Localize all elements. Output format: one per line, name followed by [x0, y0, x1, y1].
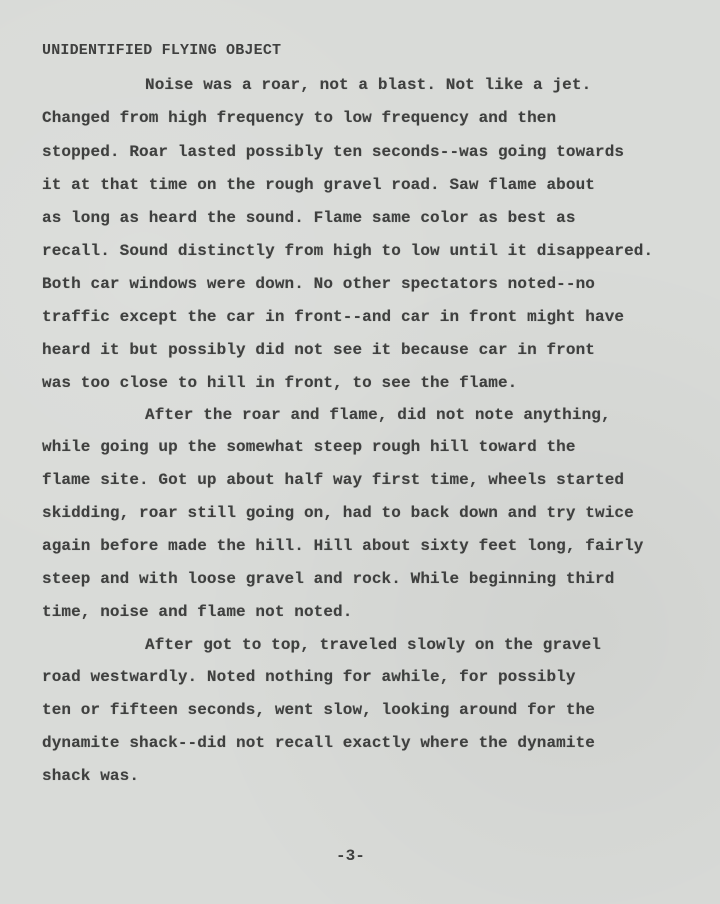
- text-line: was too close to hill in front, to see the flame.: [42, 374, 518, 392]
- text-line: heard it but possibly did not see it because car in front: [42, 341, 595, 359]
- text-line: dynamite shack--did not recall exactly where the dynamite: [42, 734, 595, 752]
- text-line: After the roar and flame, did not note anything,: [145, 406, 611, 424]
- text-line: road westwardly. Noted nothing for awhile, for possibly: [42, 668, 576, 686]
- text-line: as long as heard the sound. Flame same color as best as: [42, 209, 576, 227]
- page-number: -3-: [336, 847, 365, 865]
- text-line: steep and with loose gravel and rock. While beginning third: [42, 570, 615, 588]
- text-line: ten or fifteen seconds, went slow, looking around for the: [42, 701, 595, 719]
- text-line: flame site. Got up about half way first time, wheels started: [42, 471, 625, 489]
- text-line: skidding, roar still going on, had to back down and try twice: [42, 504, 634, 522]
- text-line: Changed from high frequency to low frequency and then: [42, 109, 557, 127]
- text-line: Noise was a roar, not a blast. Not like a jet.: [145, 76, 592, 94]
- text-line: it at that time on the rough gravel road. Saw flame about: [42, 176, 595, 194]
- text-line: while going up the somewhat steep rough hill toward the: [42, 438, 576, 456]
- text-line: After got to top, traveled slowly on the gravel: [145, 636, 601, 654]
- document-heading: UNIDENTIFIED FLYING OBJECT: [42, 42, 282, 59]
- text-line: time, noise and flame not noted.: [42, 603, 353, 621]
- text-line: again before made the hill. Hill about sixty feet long, fairly: [42, 537, 644, 555]
- text-line: Both car windows were down. No other spectators noted--no: [42, 275, 595, 293]
- text-line: shack was.: [42, 767, 140, 785]
- text-line: recall. Sound distinctly from high to low until it disappeared.: [42, 242, 654, 260]
- text-line: traffic except the car in front--and car in front might have: [42, 308, 625, 326]
- text-line: stopped. Roar lasted possibly ten seconds--was going towards: [42, 143, 625, 161]
